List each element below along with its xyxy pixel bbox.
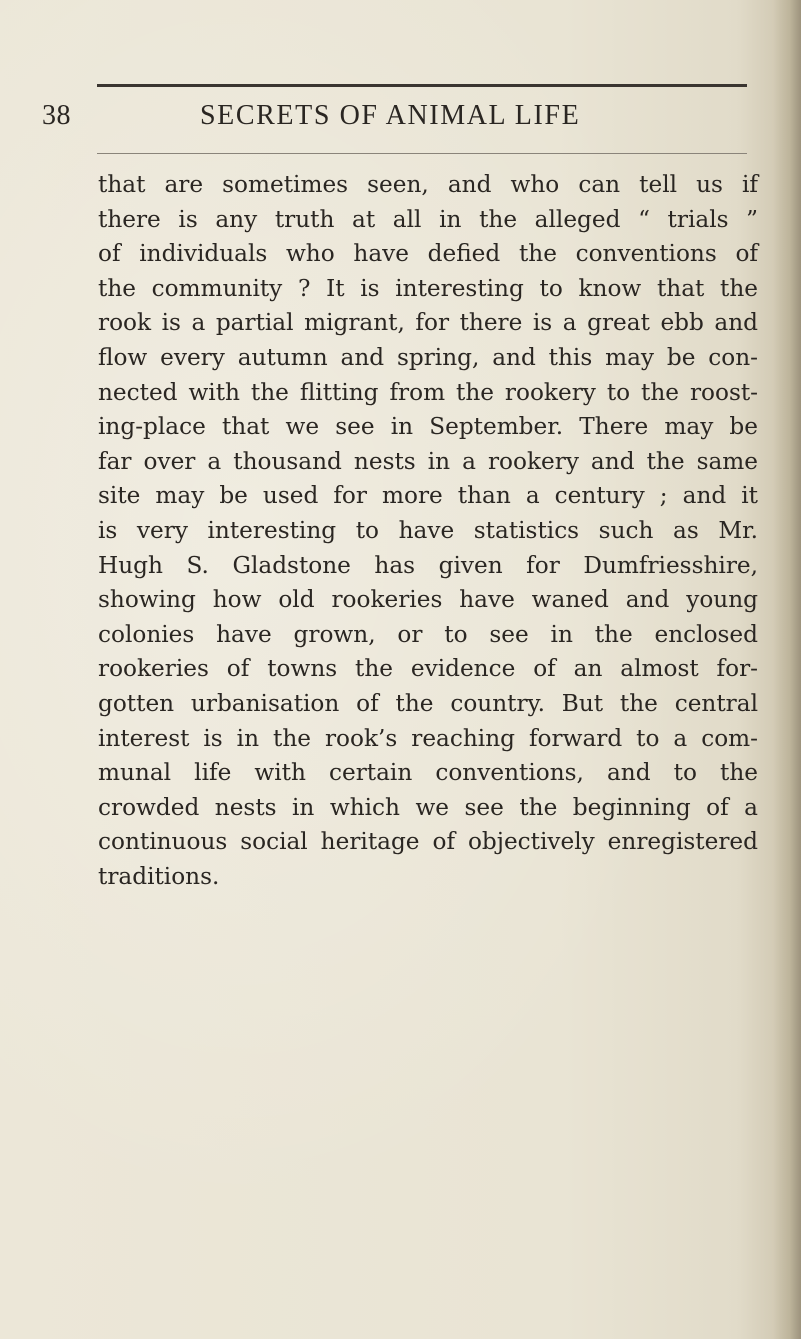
text-line: nected with the flitting from the rookery to the roost- [98,378,758,406]
text-line: flow every autumn and spring, and this may be con- [98,343,758,371]
text-line: far over a thousand nests in a rookery and the same [98,447,758,475]
text-line: of individuals who have defied the conventions of [98,240,758,268]
page-header [42,100,752,140]
page-edge-shadow [773,0,801,1339]
text-line: rook is a partial migrant, for there is a great ebb and [98,309,758,337]
text-line: traditions. [98,862,220,890]
text-line: showing how old rookeries have waned and young [98,586,758,614]
text-line: site may be used for more than a century ; and it [98,482,758,510]
header-rule [97,153,747,154]
text-line: rookeries of towns the evidence of an almost for- [98,655,758,683]
text-line: colonies have grown, or to see in the enclosed [98,620,758,648]
text-line: munal life with certain conventions, and to the [98,759,758,787]
text-line: gotten urbanisation of the country. But the central [98,689,758,717]
text-line: ing-place that we see in September. There may be [98,413,758,441]
top-rule [97,84,747,87]
text-line: interest is in the rook’s reaching forward to a com- [98,724,758,752]
body-paragraph [98,168,758,894]
page-number: 38 [42,100,71,131]
text-line: is very interesting to have statistics such as Mr. [98,516,758,544]
running-title: SECRETS OF ANIMAL LIFE [200,100,581,131]
text-line: crowded nests in which we see the beginning of a [98,793,758,821]
text-line: Hugh S. Gladstone has given for Dumfriesshire, [98,551,758,579]
text-line: continuous social heritage of objectively enregistered [98,828,758,856]
text-line: there is any truth at all in the alleged “ trials ” [98,205,758,233]
text-line: the community ? It is interesting to know that the [98,274,758,302]
text-line: that are sometimes seen, and who can tell us if [98,171,758,198]
